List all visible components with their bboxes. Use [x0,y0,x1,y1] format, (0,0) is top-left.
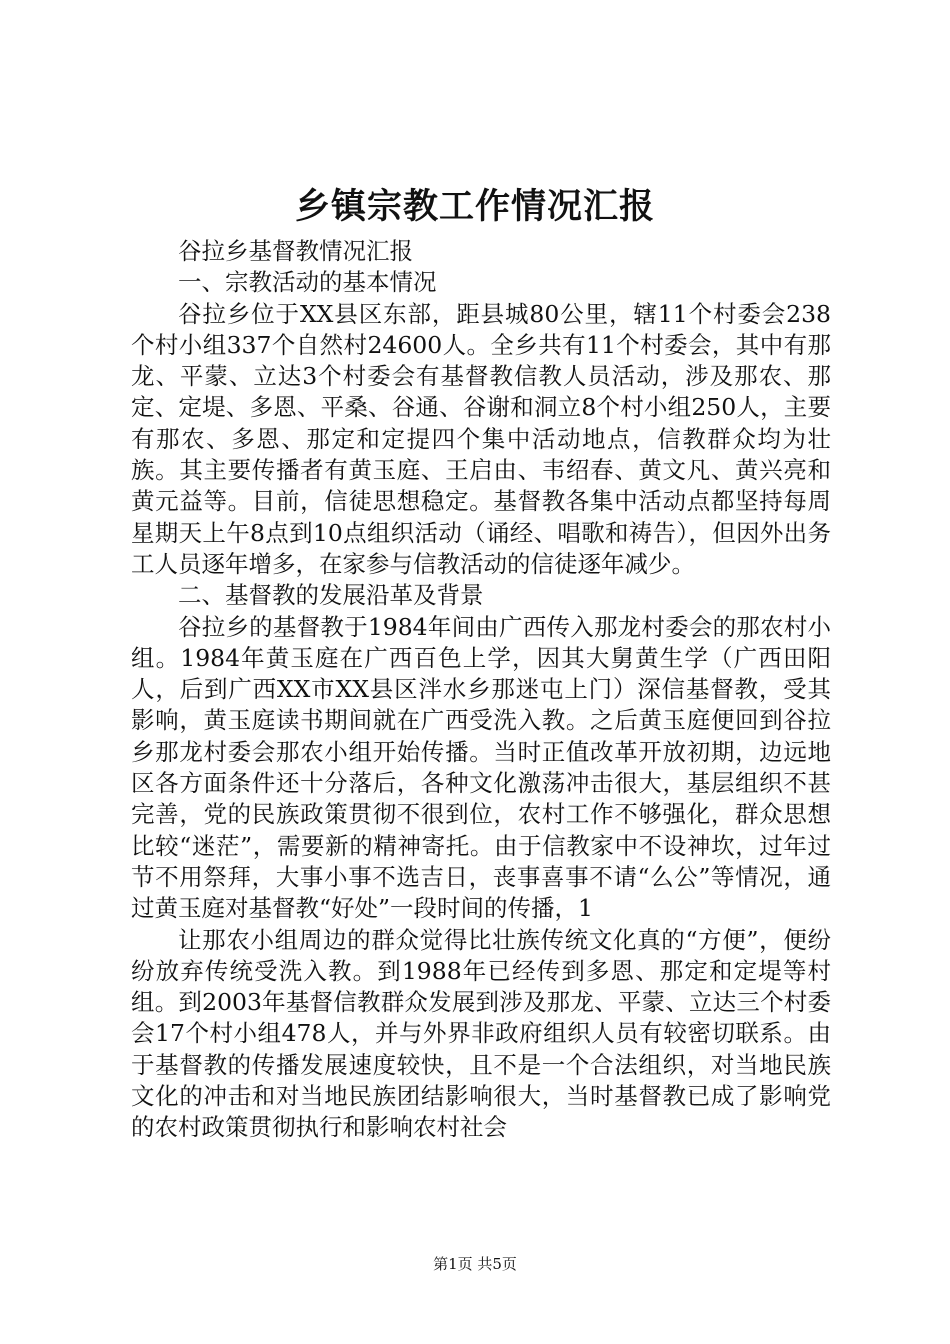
document-body [131,236,831,1144]
section-heading-1: 一、宗教活动的基本情况 [178,268,437,297]
paragraph-history: 谷拉乡的基督教于1984年间由广西传入那龙村委会的那农村小组。1984年黄玉庭在广西百色上学，因其大舅黄生学（广西田阳人，后到广西XX市XX县区泮水乡那迷屯上门）深信基督教，受其影响，黄玉庭读书期间就在广西受洗入教。之后黄玉庭便回到谷拉乡那龙村委会那农小组开始传播。当时正值改革开放初期，边远地区各方面条件还十分落后，各种文化激荡冲击很大，基层组织不甚完善，党的民族政策贯彻不很到位，农村工作不够强化，群众思想比较“迷茫”，需要新的精神寄托。由于信教家中不设神坎，过年过节不用祭拜，大事小事不选吉日，丧事喜事不请“么公”等情况，通过黄玉庭对基督教“好处”一段时间的传播，1 [131,612,831,923]
section-heading-2: 二、基督教的发展沿革及背景 [178,581,484,610]
document-title: 乡镇宗教工作情况汇报 [294,186,655,227]
page-number-footer: 第1页 共5页 [433,1255,517,1273]
paragraph-development: 让那农小组周边的群众觉得比壮族传统文化真的“方便”，便纷纷放弃传统受洗入教。到1988年已经传到多恩、那定和定堤等村组。到2003年基督信教群众发展到涉及那龙、平蒙、立达三个村委会17个村小组478人，并与外界非政府组织人员有较密切联系。由于基督教的传播发展速度较快，且不是一个合法组织，对当地民族文化的冲击和对当地民族团结影响很大，当时基督教已成了影响党的农村政策贯彻执行和影响农村社会 [131,925,831,1142]
paragraph-subtitle: 谷拉乡基督教情况汇报 [178,237,413,265]
paragraph-basic-info: 谷拉乡位于XX县区东部，距县城80公里，辖11个村委会238个村小组337个自然村24600人。全乡共有11个村委会，其中有那龙、平蒙、立达3个村委会有基督教信教人员活动，涉及那农、那定、定堤、多恩、平桑、谷通、谷谢和洞立8个村小组250人，主要有那农、多恩、那定和定提四个集中活动地点，信教群众均为壮族。其主要传播者有黄玉庭、王启由、韦绍春、黄文凡、黄兴亮和黄元益等。目前，信徒思想稳定。基督教各集中活动点都坚持每周星期天上午8点到10点组织活动（诵经、唱歌和祷告），但因外出务工人员逐年增多，在家参与信教活动的信徒逐年减少。 [131,299,831,578]
